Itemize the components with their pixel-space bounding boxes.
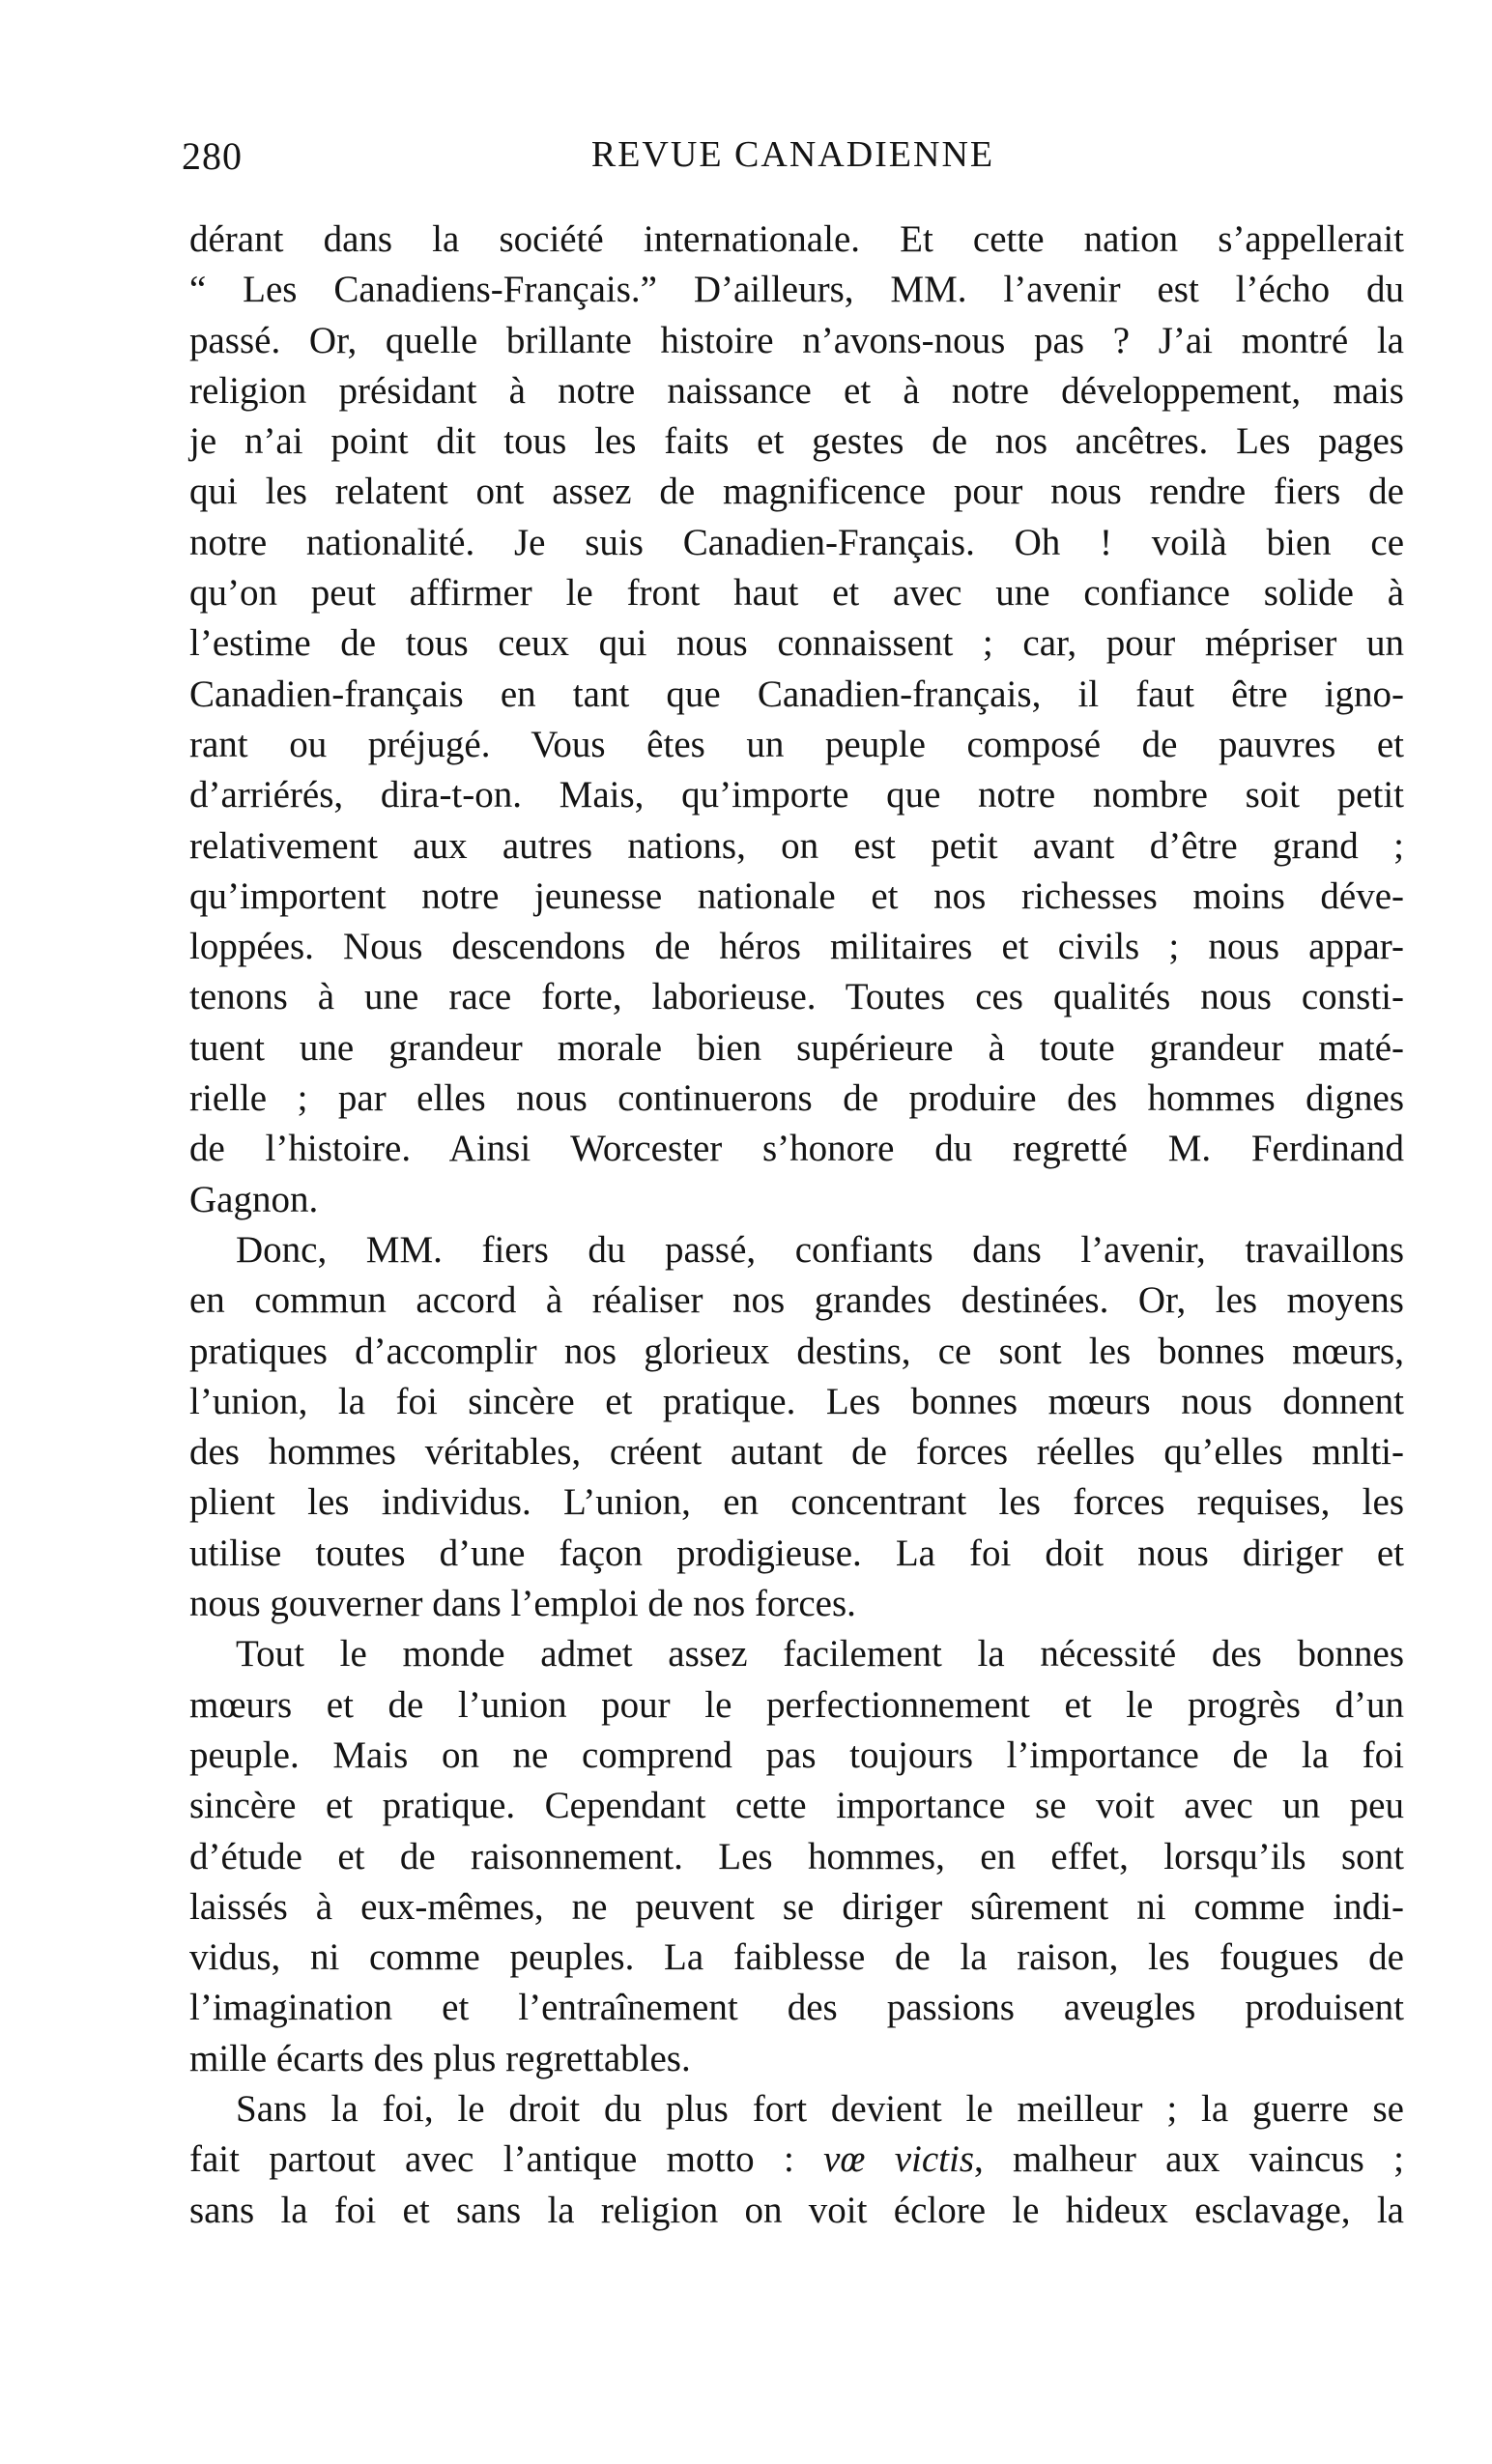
text-line: mille écarts des plus regrettables. xyxy=(189,2037,691,2079)
text-line: l’union, la foi sincère et pratique. Les bonnes mœurs nous donnent xyxy=(189,1380,1404,1422)
text-line: de l’histoire. Ainsi Worcester s’honore du regretté M. Ferdinand xyxy=(189,1128,1404,1170)
text-line: religion présidant à notre naissance et à notre développement, mais xyxy=(189,369,1404,412)
text-line: d’arriérés, dira-t-on. Mais, qu’importe que notre nombre soit petit xyxy=(189,774,1404,817)
text-fragment: , malheur aux vaincus ; xyxy=(974,2138,1404,2181)
text-line: qu’importent notre jeunesse nationale et nos richesses moins déve- xyxy=(189,874,1404,917)
text-line: d’étude et de raisonnement. Les hommes, en effet, lorsqu’ils sont xyxy=(189,1835,1404,1877)
text-line: laissés à eux-mêmes, ne peuvent se diriger sûrement ni comme indi- xyxy=(189,1885,1404,1928)
text-line: pratiques d’accomplir nos glorieux destins, ce sont les bonnes mœurs, xyxy=(189,1330,1404,1372)
text-line: Donc, MM. fiers du passé, confiants dans l’avenir, travaillons xyxy=(236,1228,1404,1271)
text-fragment: fait partout avec l’antique motto : xyxy=(189,2138,824,2181)
text-line: Canadien-français en tant que Canadien-français, il faut être igno- xyxy=(189,673,1404,715)
text-line: tuent une grandeur morale bien supérieure à toute grandeur maté- xyxy=(189,1026,1404,1069)
text-line: qu’on peut affirmer le front haut et avec une confiance solide à xyxy=(189,572,1404,615)
text-line: Sans la foi, le droit du plus fort devient le meilleur ; la guerre se xyxy=(236,2087,1404,2130)
text-line: mœurs et de l’union pour le perfectionnement et le progrès d’un xyxy=(189,1683,1404,1726)
text-line: des hommes véritables, créent autant de forces réelles qu’elles mnlti- xyxy=(189,1431,1404,1474)
text-line: sincère et pratique. Cependant cette importance se voit avec un peu xyxy=(189,1785,1404,1827)
text-line: loppées. Nous descendons de héros militaires et civils ; nous appar- xyxy=(189,926,1404,968)
text-line: notre nationalité. Je suis Canadien-Français. Oh ! voilà bien ce xyxy=(189,521,1404,563)
text-line: tenons à une race forte, laborieuse. Toutes ces qualités nous consti- xyxy=(189,976,1404,1018)
text-line: je n’ai point dit tous les faits et gestes de nos ancêtres. Les pages xyxy=(189,420,1404,463)
page-number: 280 xyxy=(182,134,243,178)
text-line: utilise toutes d’une façon prodigieuse. La foi doit nous diriger et xyxy=(189,1532,1404,1574)
text-line: nous gouverner dans l’emploi de nos forces. xyxy=(189,1583,856,1625)
text-line: rant ou préjugé. Vous êtes un peuple composé de pauvres et xyxy=(189,723,1404,765)
text-line: vidus, ni comme peuples. La faiblesse de la raison, les fougues de xyxy=(189,1936,1404,1979)
text-line: qui les relatent ont assez de magnificence pour nous rendre fiers de xyxy=(189,471,1404,513)
text-line: en commun accord à réaliser nos grandes destinées. Or, les moyens xyxy=(189,1279,1404,1322)
text-line: sans la foi et sans la religion on voit éclore le hideux esclavage, la xyxy=(189,2189,1404,2231)
text-line: dérant dans la société internationale. Et cette nation s’appellerait xyxy=(189,218,1404,260)
text-line xyxy=(189,2135,1404,2185)
text-line: plient les individus. L’union, en concentrant les forces requises, les xyxy=(189,1481,1404,1524)
text-line: “ Les Canadiens-Français.” D’ailleurs, MM. l’avenir est l’écho du xyxy=(189,269,1404,311)
body-text xyxy=(189,215,1404,2236)
text-line: l’imagination et l’entraînement des passions aveugles produisent xyxy=(189,1987,1404,2029)
text-line: Tout le monde admet assez facilement la nécessité des bonnes xyxy=(236,1633,1404,1676)
text-line: l’estime de tous ceux qui nous connaissent ; car, pour mépriser un xyxy=(189,622,1404,665)
running-head xyxy=(182,133,1404,191)
journal-title: REVUE CANADIENNE xyxy=(590,134,995,175)
italic-phrase: vœ victis xyxy=(823,2138,974,2181)
text-line: peuple. Mais on ne comprend pas toujours l’importance de la foi xyxy=(189,1733,1404,1776)
text-line: rielle ; par elles nous continuerons de produire des hommes dignes xyxy=(189,1077,1404,1120)
text-line: Gagnon. xyxy=(189,1178,319,1220)
text-line: relativement aux autres nations, on est petit avant d’être grand ; xyxy=(189,824,1404,867)
text-line: passé. Or, quelle brillante histoire n’avons-nous pas ? J’ai montré la xyxy=(189,319,1404,361)
